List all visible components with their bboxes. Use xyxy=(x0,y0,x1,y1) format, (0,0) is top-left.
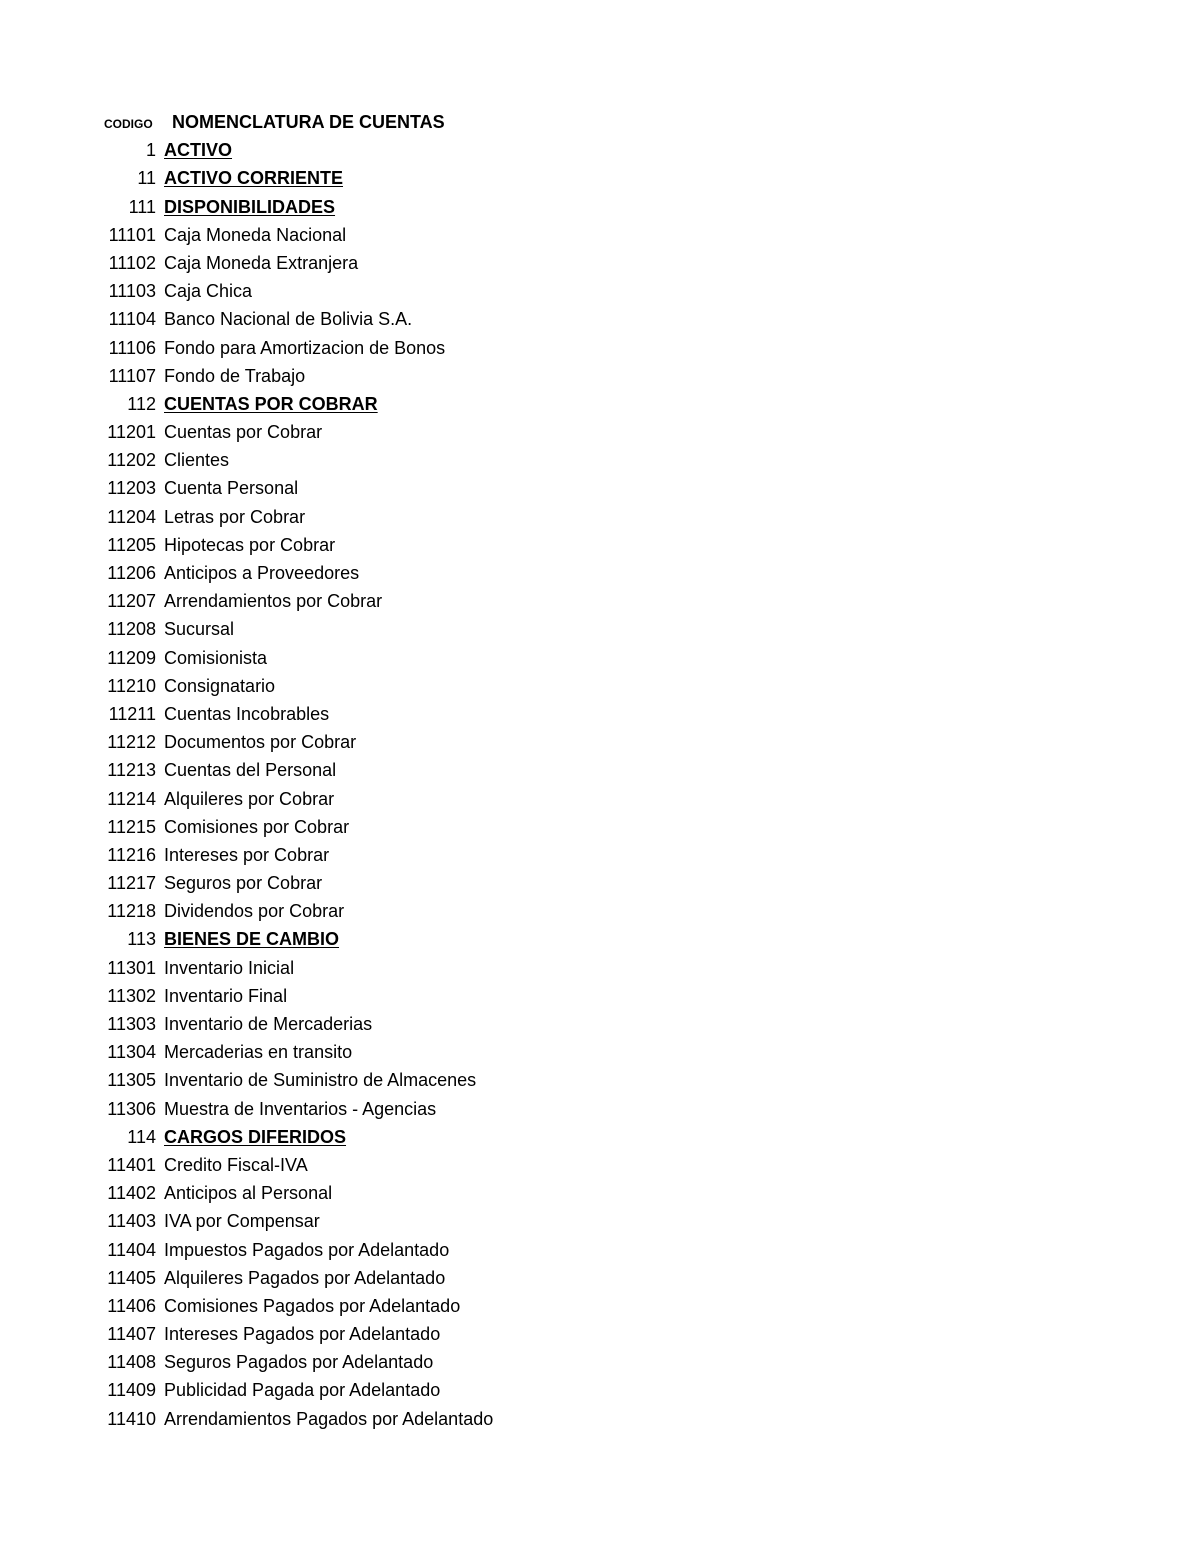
account-name: Intereses Pagados por Adelantado xyxy=(164,1324,441,1345)
account-name: Banco Nacional de Bolivia S.A. xyxy=(164,309,413,330)
account-group-name: CUENTAS POR COBRAR xyxy=(164,393,378,414)
account-name: Fondo para Amortizacion de Bonos xyxy=(164,337,446,358)
account-name: Cuentas Incobrables xyxy=(164,703,330,724)
account-name: Anticipos al Personal xyxy=(164,1183,333,1204)
account-code: 11101 xyxy=(108,224,156,245)
account-code: 11404 xyxy=(107,1239,156,1260)
account-row xyxy=(0,1207,1200,1235)
account-code: 11201 xyxy=(107,422,156,443)
account-name: Cuentas por Cobrar xyxy=(164,422,323,443)
account-code: 111 xyxy=(128,196,156,217)
account-code: 1 xyxy=(145,140,156,161)
account-code: 11217 xyxy=(107,873,156,894)
account-code: 11 xyxy=(137,168,156,189)
account-code: 11210 xyxy=(107,675,156,696)
account-code: 11103 xyxy=(108,281,156,302)
account-code: 114 xyxy=(127,1126,156,1147)
account-row xyxy=(0,362,1200,390)
account-code: 11408 xyxy=(107,1352,156,1373)
code-column-header: CODIGO xyxy=(104,117,153,131)
account-row xyxy=(0,813,1200,841)
account-name: Dividendos por Cobrar xyxy=(164,901,345,922)
account-code: 11205 xyxy=(107,534,156,555)
account-row xyxy=(0,1038,1200,1066)
account-row xyxy=(0,1292,1200,1320)
account-group-name: ACTIVO CORRIENTE xyxy=(164,168,344,189)
account-name: Arrendamientos Pagados por Adelantado xyxy=(164,1408,494,1429)
account-row xyxy=(0,1320,1200,1348)
account-row xyxy=(0,587,1200,615)
account-group-row xyxy=(0,1123,1200,1151)
account-code: 11102 xyxy=(108,252,156,273)
account-group-name: BIENES DE CAMBIO xyxy=(164,929,340,950)
account-name: Inventario Final xyxy=(164,985,288,1006)
account-row xyxy=(0,559,1200,587)
account-code: 11218 xyxy=(107,901,156,922)
account-name: Credito Fiscal-IVA xyxy=(164,1154,308,1175)
account-name: Cuenta Personal xyxy=(164,478,299,499)
account-name: Arrendamientos por Cobrar xyxy=(164,591,383,612)
account-row xyxy=(0,982,1200,1010)
account-code: 11406 xyxy=(107,1295,156,1316)
account-row xyxy=(0,249,1200,277)
account-row xyxy=(0,446,1200,474)
account-code: 11209 xyxy=(107,647,156,668)
account-row xyxy=(0,1348,1200,1376)
account-name: Seguros por Cobrar xyxy=(164,873,323,894)
account-code: 11104 xyxy=(108,309,156,330)
account-row xyxy=(0,503,1200,531)
account-code: 11402 xyxy=(107,1183,156,1204)
account-group-row xyxy=(0,925,1200,953)
account-row xyxy=(0,700,1200,728)
account-row xyxy=(0,1376,1200,1404)
account-row xyxy=(0,277,1200,305)
account-name: Seguros Pagados por Adelantado xyxy=(164,1352,434,1373)
account-row xyxy=(0,418,1200,446)
account-name: Inventario de Suministro de Almacenes xyxy=(164,1070,477,1091)
account-name: Caja Moneda Extranjera xyxy=(164,252,359,273)
account-row xyxy=(0,221,1200,249)
account-group-name: CARGOS DIFERIDOS xyxy=(164,1126,347,1147)
account-code: 11215 xyxy=(107,816,156,837)
account-code: 11203 xyxy=(107,478,156,499)
account-row xyxy=(0,954,1200,982)
account-name: Documentos por Cobrar xyxy=(164,732,357,753)
account-code: 11304 xyxy=(107,1042,156,1063)
account-code: 11407 xyxy=(107,1324,156,1345)
account-code: 11207 xyxy=(107,591,156,612)
account-row xyxy=(0,785,1200,813)
account-code: 11107 xyxy=(108,365,156,386)
account-name: Inventario de Mercaderias xyxy=(164,1014,373,1034)
account-code: 11403 xyxy=(107,1211,156,1232)
account-name: Clientes xyxy=(164,450,230,471)
account-code: 11405 xyxy=(107,1267,156,1288)
account-code: 11301 xyxy=(107,957,156,978)
account-code: 11410 xyxy=(107,1408,156,1429)
account-name: Hipotecas por Cobrar xyxy=(164,534,336,555)
account-name: Caja Moneda Nacional xyxy=(164,224,347,245)
account-name: Publicidad Pagada por Adelantado xyxy=(164,1380,441,1401)
account-list xyxy=(0,136,1200,1433)
account-row xyxy=(0,756,1200,784)
account-row xyxy=(0,841,1200,869)
account-row xyxy=(0,1405,1200,1433)
account-name: Cuentas del Personal xyxy=(164,760,337,781)
account-group-row xyxy=(0,164,1200,192)
account-group-row xyxy=(0,390,1200,418)
account-name: IVA por Compensar xyxy=(164,1211,320,1232)
account-name: Caja Chica xyxy=(164,281,253,302)
account-row xyxy=(0,672,1200,700)
account-nomenclature-sheet xyxy=(0,108,1200,1433)
account-row xyxy=(0,1236,1200,1264)
account-code: 11306 xyxy=(107,1098,156,1119)
account-code: 11204 xyxy=(107,506,156,527)
account-row xyxy=(0,1010,1200,1038)
account-name: Muestra de Inventarios - Agencias xyxy=(164,1098,437,1119)
account-row xyxy=(0,1066,1200,1094)
account-row xyxy=(0,1095,1200,1123)
account-name: Comisiones Pagados por Adelantado xyxy=(164,1295,461,1316)
account-group-row xyxy=(0,193,1200,221)
account-row xyxy=(0,869,1200,897)
account-name: Comisionista xyxy=(164,647,268,668)
account-code: 11211 xyxy=(108,703,156,724)
account-code: 11212 xyxy=(107,732,156,753)
account-code: 11214 xyxy=(107,788,156,809)
account-name: Anticipos a Proveedores xyxy=(164,563,360,583)
account-code: 112 xyxy=(127,393,156,414)
account-code: 11213 xyxy=(107,760,156,781)
account-name: Impuestos Pagados por Adelantado xyxy=(164,1239,450,1260)
account-code: 11106 xyxy=(108,337,156,358)
document-title: NOMENCLATURA DE CUENTAS xyxy=(172,112,445,132)
account-row xyxy=(0,1179,1200,1207)
account-code: 11206 xyxy=(107,563,156,583)
account-name: Alquileres Pagados por Adelantado xyxy=(164,1267,446,1288)
account-row xyxy=(0,531,1200,559)
account-name: Letras por Cobrar xyxy=(164,506,306,527)
account-row xyxy=(0,1264,1200,1292)
account-code: 113 xyxy=(127,929,156,950)
account-name: Comisiones por Cobrar xyxy=(164,816,350,837)
account-code: 11216 xyxy=(107,844,156,865)
account-name: Consignatario xyxy=(164,675,276,696)
account-name: Sucursal xyxy=(164,619,235,640)
account-group-name: ACTIVO xyxy=(164,140,233,161)
account-row xyxy=(0,615,1200,643)
account-row xyxy=(0,897,1200,925)
account-code: 11305 xyxy=(107,1070,156,1091)
account-code: 11202 xyxy=(107,450,156,471)
account-code: 11208 xyxy=(107,619,156,640)
account-name: Fondo de Trabajo xyxy=(164,365,306,386)
account-name: Inventario Inicial xyxy=(164,957,295,978)
account-row xyxy=(0,474,1200,502)
account-row xyxy=(0,334,1200,362)
account-row xyxy=(0,305,1200,333)
account-group-row xyxy=(0,136,1200,164)
account-code: 11303 xyxy=(107,1014,156,1034)
account-name: Alquileres por Cobrar xyxy=(164,788,335,809)
account-group-name: DISPONIBILIDADES xyxy=(164,196,336,217)
account-row xyxy=(0,644,1200,672)
account-row xyxy=(0,728,1200,756)
account-code: 11302 xyxy=(107,985,156,1006)
account-code: 11401 xyxy=(107,1154,156,1175)
account-row xyxy=(0,1151,1200,1179)
account-name: Mercaderias en transito xyxy=(164,1042,353,1063)
account-code: 11409 xyxy=(107,1380,156,1401)
account-name: Intereses por Cobrar xyxy=(164,844,330,865)
header-row xyxy=(0,108,1200,136)
